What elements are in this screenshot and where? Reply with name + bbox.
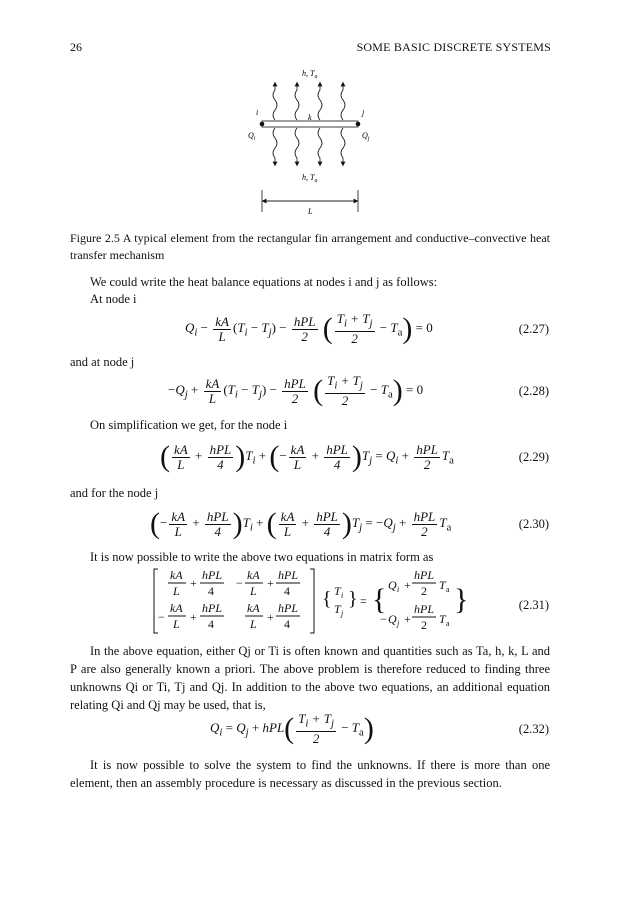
svg-text:{: { xyxy=(322,588,332,610)
equation-2-32: $Q_i = Q_j + hPL$( $\frac{T_i + T_j}{2}$ − $T_a$) (2.32) xyxy=(210,711,549,746)
q-i-label: $Q_i$ xyxy=(248,131,256,142)
svg-text:T: T xyxy=(439,612,446,626)
svg-text:i: i xyxy=(341,591,344,600)
equation-2-30: (− $\frac{kA}{L}$ + $\frac{\text{hPL}}{4}$ )$T_i$ + ( $\frac{kA}{L}$ + $\frac{\text{hPL}}{4}$ )$T_j = -Q_j$ + $\frac{\text{hPL}}{2}$ $T_a$ (2.30) xyxy=(150,507,549,540)
equation-2-28: $-Q_j$ + $\frac{kA}{L}$ $(T_i - T_j)$ − $\frac{\text{hPL}}{2}$ ( $\frac{T_i + T_j}{2}$ − $T_a) = 0$ (2.28) xyxy=(168,373,549,408)
svg-text:hPL: hPL xyxy=(414,568,435,582)
svg-text:T: T xyxy=(334,602,341,616)
svg-text:{: { xyxy=(372,583,387,616)
svg-text:i: i xyxy=(397,585,400,594)
eq-number-2-28: (2.28) xyxy=(518,384,549,398)
equation-2-27: $Q_i$ − $\frac{kA}{L}$ $(T_i - T_j)$ − $\frac{\text{hPL}}{2}$ ( $\frac{T_i + T_j}{2}$ − $T_a) = 0$ (2.27) xyxy=(185,311,549,346)
equation-2-31-matrix xyxy=(150,565,480,637)
node-i-dot xyxy=(260,122,265,127)
and-at-node-j: and at node j xyxy=(70,355,135,369)
page-number: 26 xyxy=(70,40,82,54)
svg-text:4: 4 xyxy=(284,617,290,631)
svg-text:hPL: hPL xyxy=(202,568,223,582)
svg-text:4: 4 xyxy=(284,584,290,598)
svg-text:}: } xyxy=(348,588,358,610)
paragraph-final: It is now possible to solve the system to find the unknowns. If there is more than one element, then an assembly procedure is necessary as discussed in the previous section. xyxy=(70,758,550,790)
svg-text:+: + xyxy=(190,576,197,590)
svg-text:2: 2 xyxy=(421,618,427,632)
svg-text:+: + xyxy=(404,578,411,592)
node-i-label: i xyxy=(256,108,259,117)
svg-text:−: − xyxy=(236,576,243,590)
figure-caption: Figure 2.5 A typical element from the rectangular fin arrangement and conductive–convective heat transfer mechanism xyxy=(70,231,550,262)
svg-text:4: 4 xyxy=(208,584,214,598)
bottom-convection-label: h, $T_a$ xyxy=(302,173,318,184)
svg-text:L: L xyxy=(173,617,180,631)
running-head: SOME BASIC DISCRETE SYSTEMS xyxy=(356,40,551,54)
paragraph-after-matrix: In the above equation, either Qj or Ti is often known and quantities such as Ta, h, k, L and P are also generally known a priori. The above problem is therefore reduced to finding three unknowns Qi or Ti, Tj and Qj. In addition to the above two equations, an additional equation relating Qi and Qj may be used, that is, xyxy=(70,644,550,712)
eq-number-2-30: (2.30) xyxy=(518,517,549,531)
node-j-dot xyxy=(356,122,361,127)
for-node-j: and for the node j xyxy=(70,486,159,500)
svg-text:kA: kA xyxy=(247,568,260,582)
svg-text:Q: Q xyxy=(388,578,397,592)
svg-text:hPL: hPL xyxy=(202,601,223,615)
svg-text:hPL: hPL xyxy=(414,602,435,616)
svg-text:+: + xyxy=(404,612,411,626)
svg-text:kA: kA xyxy=(247,601,260,615)
at-node-i: At node i xyxy=(90,292,137,306)
matrix-intro: It is now possible to write the above two equations in matrix form as xyxy=(90,550,434,564)
svg-text:Q: Q xyxy=(388,612,397,626)
svg-text:L: L xyxy=(173,584,180,598)
fin-element-figure xyxy=(240,62,380,222)
svg-text:=: = xyxy=(360,594,367,608)
equation-2-29: ( $\frac{kA}{L}$ + $\frac{\text{hPL}}{4}$ )$T_i$ + (− $\frac{kA}{L}$ + $\frac{\text{hPL}}{4}$ )$T_j = Q_i$ + $\frac{\text{hPL}}{2}$ $T_a$ (2.29) xyxy=(160,440,549,473)
svg-text:kA: kA xyxy=(170,601,183,615)
svg-text:hPL: hPL xyxy=(278,568,299,582)
svg-text:}: } xyxy=(454,583,469,616)
eq-number-2-29: (2.29) xyxy=(518,450,549,464)
node-j-label: j xyxy=(362,108,365,117)
svg-text:j: j xyxy=(341,609,344,618)
svg-text:+: + xyxy=(190,610,197,624)
eq-number-2-27: (2.27) xyxy=(518,322,549,336)
svg-text:L: L xyxy=(250,584,257,598)
svg-text:2: 2 xyxy=(421,584,427,598)
eq-number-2-32: (2.32) xyxy=(518,722,549,736)
svg-text:4: 4 xyxy=(208,617,214,631)
svg-text:T: T xyxy=(334,584,341,598)
svg-text:L: L xyxy=(250,617,257,631)
svg-text:hPL: hPL xyxy=(278,601,299,615)
q-j-label: $Q_j$ xyxy=(362,131,370,142)
node-k-label: k xyxy=(308,113,312,122)
eq-number-2-31: (2.31) xyxy=(518,598,549,612)
svg-text:−: − xyxy=(158,610,165,624)
top-convection-label: h, $T_a$ xyxy=(302,69,318,80)
paragraph-intro: We could write the heat balance equations at nodes i and j as follows: xyxy=(90,275,438,289)
svg-text:a: a xyxy=(446,619,450,628)
svg-text:T: T xyxy=(439,578,446,592)
svg-text:+: + xyxy=(267,610,274,624)
length-label: L xyxy=(308,207,313,216)
simplification-text: On simplification we get, for the node i xyxy=(90,418,288,432)
svg-text:a: a xyxy=(446,585,450,594)
svg-text:+: + xyxy=(267,576,274,590)
svg-text:−: − xyxy=(380,612,387,626)
svg-text:j: j xyxy=(397,619,400,628)
heat-flow-down-arrows xyxy=(273,128,345,164)
svg-text:kA: kA xyxy=(170,568,183,582)
